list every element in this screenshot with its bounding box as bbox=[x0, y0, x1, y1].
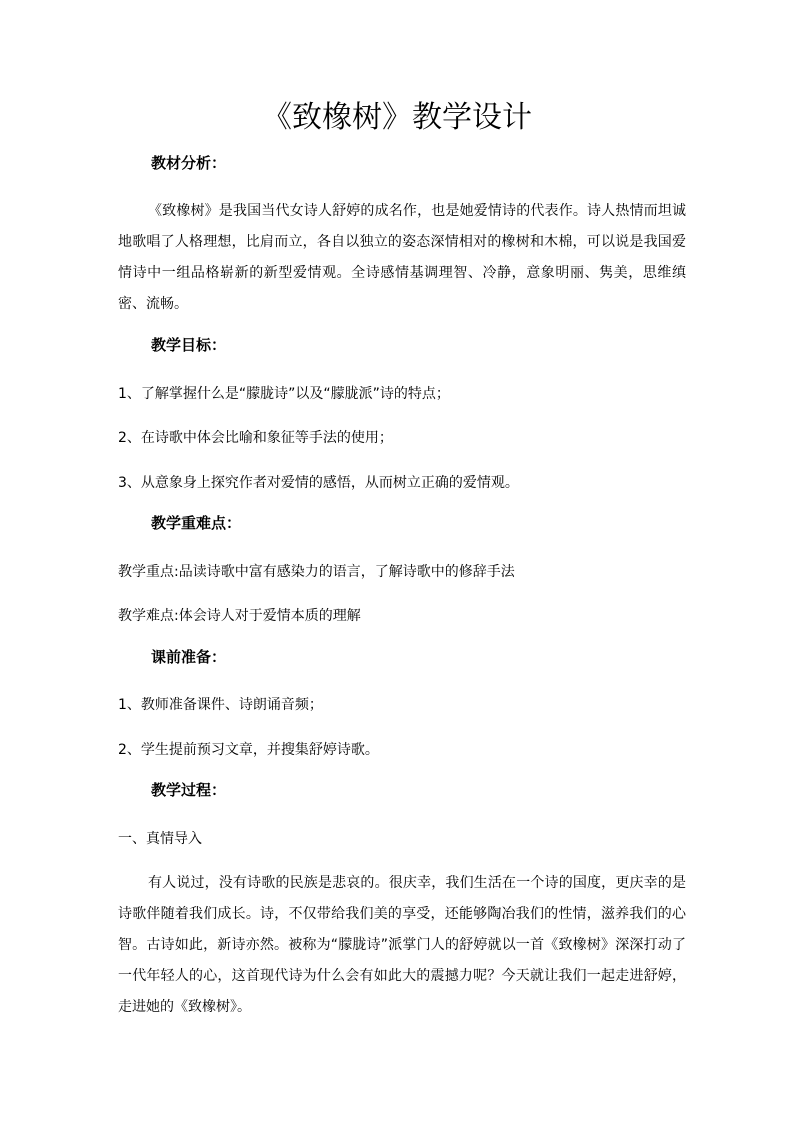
preparation-item-2: 2、学生提前预习文章，并搜集舒婷诗歌。 bbox=[118, 742, 379, 758]
preparation-item-1: 1、教师准备课件、诗朗诵音频； bbox=[118, 697, 323, 713]
section-heading-goals: 教学目标： bbox=[151, 336, 227, 354]
section-heading-process: 教学过程： bbox=[151, 781, 227, 799]
key-point-item-2: 教学难点:体会诗人对于爱情本质的理解 bbox=[118, 608, 361, 624]
analysis-paragraph: 《致橡树》是我国当代女诗人舒婷的成名作，也是她爱情诗的代表作。诗人热情而坦诚地歌唱了人格理想，比肩而立，各自以独立的姿态深情相对的橡树和木棉，可以说是我国爱情诗中一组品格崭新的新型爱情观。全诗感情基调理智、冷静，意象明丽、隽美，思维缜密、流畅。 bbox=[118, 203, 686, 312]
section-heading-analysis: 教材分析： bbox=[151, 154, 227, 172]
goal-item-2: 2、在诗歌中体会比喻和象征等手法的使用； bbox=[118, 430, 393, 446]
process-step-1: 一、真情导入 bbox=[118, 831, 202, 847]
process-intro-paragraph: 有人说过，没有诗歌的民族是悲哀的。很庆幸，我们生活在一个诗的国度，更庆幸的是诗歌伴随着我们成长。诗，不仅带给我们美的享受，还能够陶冶我们的性情，滋养我们的心智。古诗如此，新诗亦然。被称为“朦胧诗”派掌门人的舒婷就以一首《致橡树》深深打动了一代年轻人的心，这首现代诗为什么会有如此大的震撼力呢？今天就让我们一起走进舒婷，走进她的《致橡树》。 bbox=[118, 875, 686, 1015]
key-point-item-1: 教学重点:品读诗歌中富有感染力的语言，了解诗歌中的修辞手法 bbox=[118, 564, 515, 580]
document-title: 《致橡树》教学设计 bbox=[262, 100, 532, 135]
goal-item-3: 3、从意象身上探究作者对爱情的感悟，从而树立正确的爱情观。 bbox=[118, 475, 519, 491]
section-heading-preparation: 课前准备： bbox=[151, 648, 227, 666]
section-heading-key-points: 教学重难点： bbox=[151, 514, 242, 532]
goal-item-1: 1、了解掌握什么是“朦胧诗”以及“朦胧派”诗的特点； bbox=[118, 386, 450, 402]
